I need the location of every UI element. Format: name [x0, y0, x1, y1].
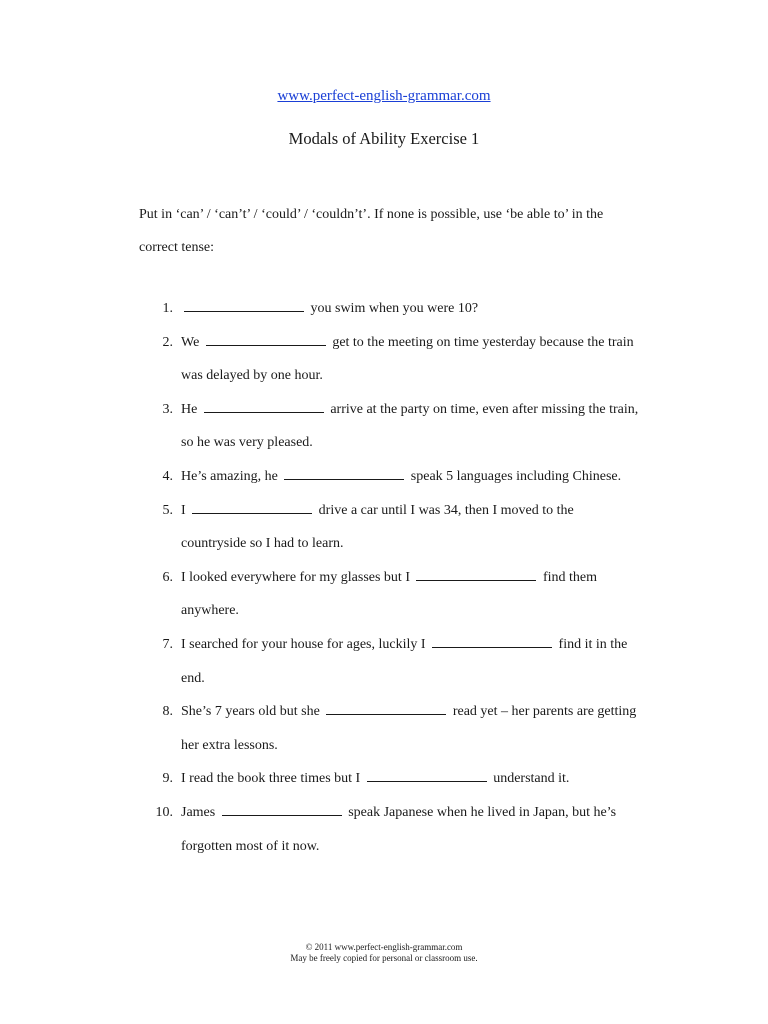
- exercise-text-after: arrive at the party on time, even after missing the train, so he was very pleased.: [181, 401, 639, 451]
- exercise-number: 4.: [162, 468, 173, 484]
- exercise-item: [162, 762, 641, 796]
- exercise-list: [0, 292, 768, 863]
- exercise-item: [162, 494, 641, 561]
- exercise-number: 5.: [162, 502, 173, 518]
- exercise-text-before: She’s 7 years old but she: [181, 704, 320, 720]
- exercise-item: [162, 695, 641, 762]
- exercise-text-after: find them anywhere.: [181, 569, 598, 619]
- exercise-text-after: drive a car until I was 34, then I moved to the countryside so I had to learn.: [181, 502, 574, 552]
- site-link[interactable]: www.perfect-english-grammar.com: [277, 88, 491, 104]
- exercise-text-before: I looked everywhere for my glasses but I: [181, 569, 410, 585]
- answer-blank[interactable]: [326, 702, 446, 715]
- answer-blank[interactable]: [204, 400, 324, 413]
- exercise-text-before: He: [181, 401, 198, 417]
- exercise-number: 3.: [162, 401, 173, 417]
- exercise-text-after: you swim when you were 10?: [310, 301, 479, 316]
- answer-blank[interactable]: [284, 467, 404, 480]
- exercise-item: [155, 796, 641, 863]
- exercise-number: 10.: [155, 804, 173, 820]
- answer-blank[interactable]: [184, 299, 304, 312]
- exercise-text-before: I: [181, 502, 186, 518]
- exercise-text-before: James: [181, 804, 216, 820]
- exercise-item: [162, 393, 641, 460]
- exercise-number: 1.: [162, 301, 173, 316]
- exercise-item: [162, 292, 641, 326]
- instructions: Put in ‘can’ / ‘can’t’ / ‘could’ / ‘couldn’t’. If none is possible, use ‘be able to’ in the correct tense:: [139, 207, 604, 255]
- answer-blank[interactable]: [222, 803, 342, 816]
- exercise-text-before: I read the book three times but I: [181, 771, 361, 787]
- exercise-number: 2.: [162, 334, 173, 350]
- exercise-text-after: speak Japanese when he lived in Japan, but he’s forgotten most of it now.: [181, 804, 617, 854]
- exercise-text-after: speak 5 languages including Chinese.: [410, 468, 622, 484]
- exercise-item: [162, 460, 641, 494]
- exercise-text-after: get to the meeting on time yesterday because the train was delayed by one hour.: [181, 334, 634, 384]
- exercise-text-after: find it in the end.: [181, 636, 628, 686]
- answer-blank[interactable]: [367, 769, 487, 782]
- exercise-text-before: I searched for your house for ages, luckily I: [181, 636, 426, 652]
- page-title: Modals of Ability Exercise 1: [288, 129, 480, 148]
- exercise-number: 8.: [162, 704, 173, 720]
- exercise-number: 7.: [162, 636, 173, 652]
- exercise-item: [162, 561, 641, 628]
- exercise-number: 6.: [162, 569, 173, 585]
- answer-blank[interactable]: [206, 333, 326, 346]
- footer: [0, 942, 768, 964]
- answer-blank[interactable]: [192, 501, 312, 514]
- exercise-text-before: He’s amazing, he: [181, 468, 278, 484]
- exercise-number: 9.: [162, 771, 173, 787]
- exercise-text-before: We: [181, 334, 200, 350]
- footer-note: May be freely copied for personal or classroom use.: [290, 953, 478, 963]
- footer-copyright: © 2011 www.perfect-english-grammar.com: [305, 942, 463, 952]
- exercise-item: [162, 628, 641, 695]
- exercise-item: [162, 326, 641, 393]
- answer-blank[interactable]: [432, 635, 552, 648]
- exercise-text-after: read yet – her parents are getting her extra lessons.: [181, 704, 637, 753]
- exercise-text-after: understand it.: [493, 771, 570, 787]
- answer-blank[interactable]: [416, 568, 536, 581]
